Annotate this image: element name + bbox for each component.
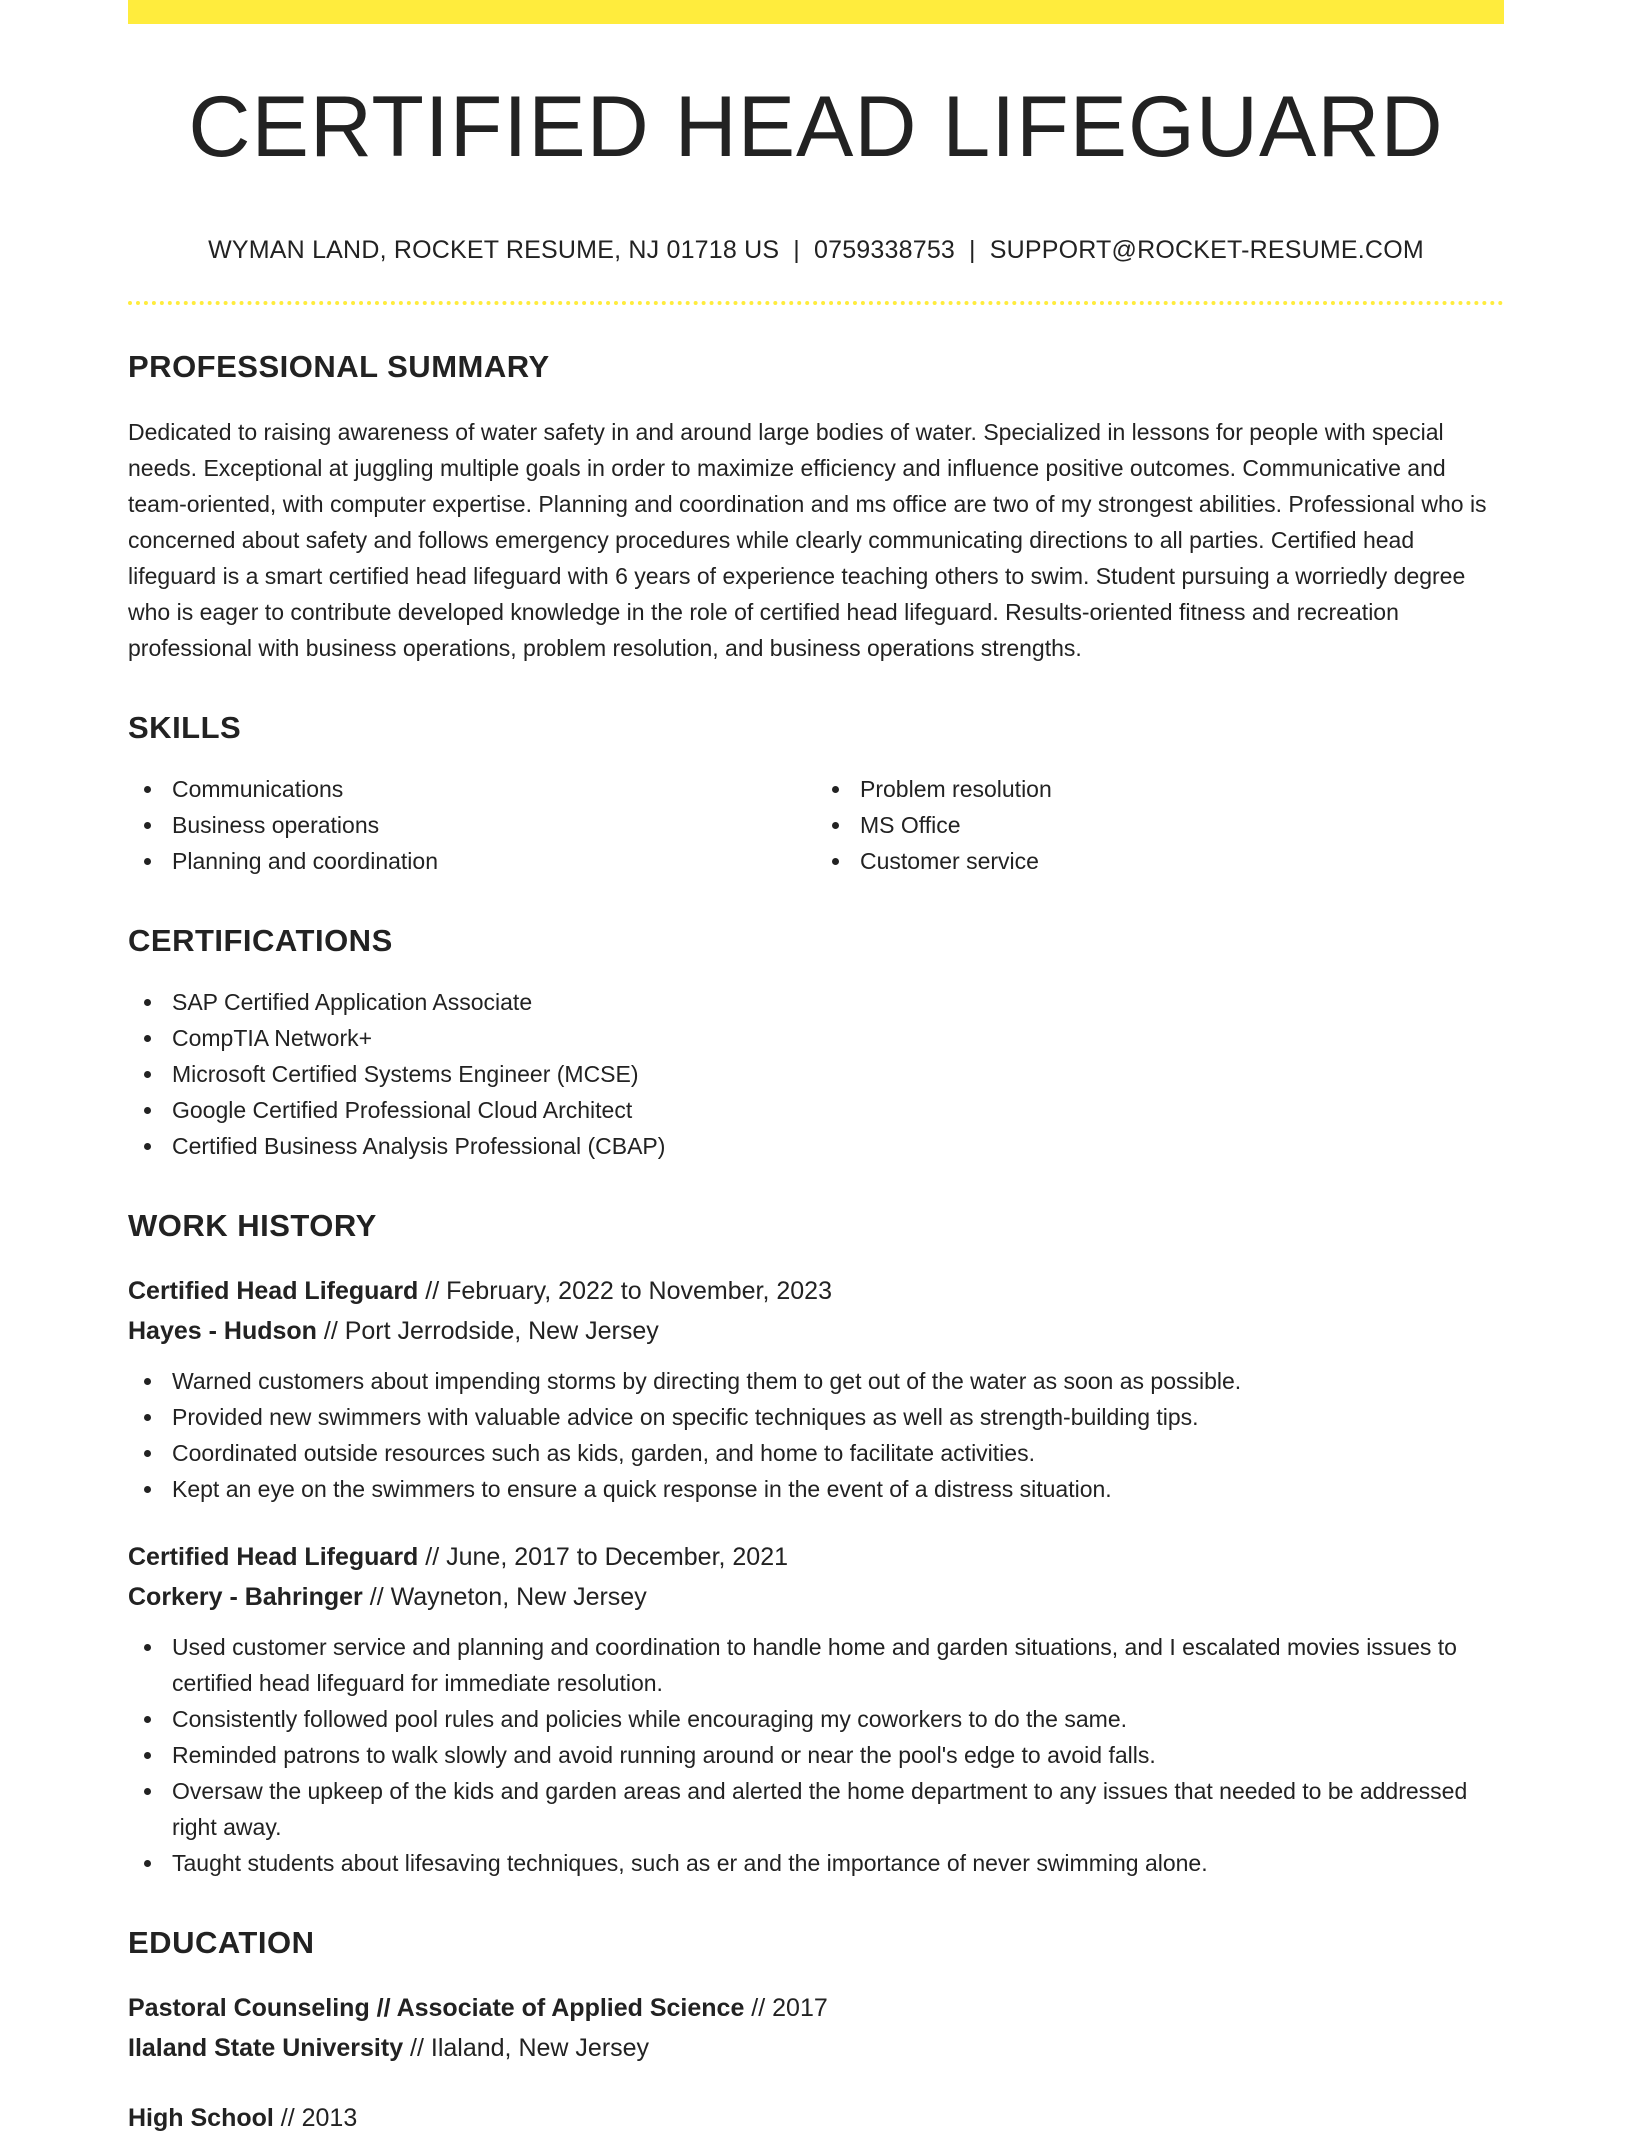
contact-separator: |	[969, 236, 976, 264]
contact-line	[128, 236, 1504, 265]
skills-heading: SKILLS	[128, 710, 242, 745]
resume-page	[128, 0, 1504, 2132]
skill-item: MS Office	[816, 807, 1504, 843]
job-bullet: Warned customers about impending storms by directing them to get out of the water as soon as possible.	[128, 1363, 1504, 1399]
job-title-line	[128, 1271, 1504, 1311]
job-bullet: Reminded patrons to walk slowly and avoid running around or near the pool's edge to avoid falls.	[128, 1737, 1504, 1773]
skill-item: Communications	[128, 771, 816, 807]
education-degree: High School	[128, 2104, 274, 2132]
certification-item: SAP Certified Application Associate	[128, 984, 1504, 1020]
job-role: Certified Head Lifeguard	[128, 1277, 419, 1305]
job-location: // Port Jerrodside, New Jersey	[316, 1317, 659, 1345]
work-history-heading: WORK HISTORY	[128, 1208, 377, 1243]
job-bullet: Oversaw the upkeep of the kids and garden areas and alerted the home department to any issues that needed to be addressed right away.	[128, 1773, 1504, 1845]
education-degree: Pastoral Counseling // Associate of Applied Science	[128, 1994, 745, 2022]
job-dates: // February, 2022 to November, 2023	[418, 1277, 832, 1305]
certifications-heading: CERTIFICATIONS	[128, 923, 393, 958]
skills-column-right	[816, 771, 1504, 879]
job-company-line	[128, 1311, 1504, 1351]
skill-item: Planning and coordination	[128, 843, 816, 879]
job-company: Corkery - Bahringer	[128, 1583, 363, 1611]
skills-column-left	[128, 771, 816, 879]
certification-item: CompTIA Network+	[128, 1020, 1504, 1056]
education-year: // 2017	[744, 1994, 828, 2022]
job-location: // Wayneton, New Jersey	[362, 1583, 647, 1611]
education-degree-line	[128, 2098, 1504, 2138]
education-heading: EDUCATION	[128, 1925, 315, 1960]
resume-title: CERTIFIED HEAD LIFEGUARD	[188, 79, 1444, 175]
job-title-line	[128, 1537, 1504, 1577]
accent-bar	[128, 0, 1504, 24]
job-bullet: Kept an eye on the swimmers to ensure a quick response in the event of a distress situation.	[128, 1471, 1504, 1507]
job-bullet: Consistently followed pool rules and policies while encouraging my coworkers to do the same.	[128, 1701, 1504, 1737]
contact-phone: 0759338753	[813, 236, 956, 264]
job-bullets	[128, 1629, 1504, 1881]
job-bullet: Taught students about lifesaving techniques, such as er and the importance of never swimming alone.	[128, 1845, 1504, 1881]
contact-email: SUPPORT@ROCKET-RESUME.COM	[989, 236, 1424, 264]
summary-text: Dedicated to raising awareness of water safety in and around large bodies of water. Specialized in lessons for people with special needs. Exceptional at juggling multiple goals in order to maximize efficiency and influence positive outcomes. Communicative and team-oriented, with computer expertise. Planning and coordination and ms office are two of my strongest abilities. Professional who is concerned about safety and follows emergency procedures while clearly communicating directions to all parties. Certified head lifeguard is a smart certified head lifeguard with 6 years of experience teaching others to swim. Student pursuing a worriedly degree who is eager to contribute developed knowledge in the role of certified head lifeguard. Results-oriented fitness and recreation professional with business operations, problem resolution, and business operations strengths.	[128, 419, 1487, 661]
education-location: // Ilaland, New Jersey	[403, 2034, 650, 2062]
certification-item: Certified Business Analysis Professional (CBAP)	[128, 1128, 1504, 1164]
skill-item: Business operations	[128, 807, 816, 843]
job-dates: // June, 2017 to December, 2021	[418, 1543, 789, 1571]
education-degree-line	[128, 1988, 1504, 2028]
education-school-line	[128, 2028, 1504, 2068]
certifications-list	[128, 984, 1504, 1164]
contact-address: WYMAN LAND, ROCKET RESUME, NJ 01718 US	[208, 236, 780, 264]
job-company-line	[128, 1577, 1504, 1617]
job-bullet: Used customer service and planning and coordination to handle home and garden situations, and I escalated movies issues to certified head lifeguard for immediate resolution.	[128, 1629, 1504, 1701]
dotted-divider	[128, 301, 1504, 305]
education-year: // 2013	[273, 2104, 358, 2132]
job-bullet: Provided new swimmers with valuable advice on specific techniques as well as strength-building tips.	[128, 1399, 1504, 1435]
skill-item: Customer service	[816, 843, 1504, 879]
skills-list	[128, 771, 1504, 879]
education-school: Ilaland State University	[128, 2034, 404, 2062]
job-bullet: Coordinated outside resources such as kids, garden, and home to facilitate activities.	[128, 1435, 1504, 1471]
skill-item: Problem resolution	[816, 771, 1504, 807]
certification-item: Microsoft Certified Systems Engineer (MCSE)	[128, 1056, 1504, 1092]
job-bullets	[128, 1363, 1504, 1507]
contact-separator: |	[793, 236, 800, 264]
job-company: Hayes - Hudson	[128, 1317, 317, 1345]
job-role: Certified Head Lifeguard	[128, 1543, 419, 1571]
summary-heading: PROFESSIONAL SUMMARY	[128, 349, 550, 384]
certification-item: Google Certified Professional Cloud Architect	[128, 1092, 1504, 1128]
